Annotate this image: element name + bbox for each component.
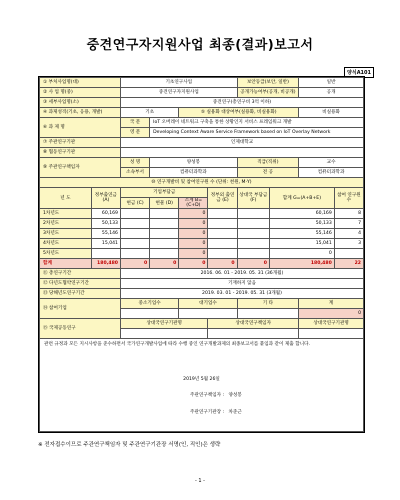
head-signature-label: 주관연구기관장 : <box>190 410 225 416</box>
label-intl: ⑮ 국제공동연구 <box>40 319 121 339</box>
value-program: 중견연구자지원사업 <box>120 88 237 98</box>
gov2-cell <box>208 249 237 259</box>
kind-cell <box>150 229 179 239</box>
label-disclosure: 공개가능여부(공개, 비공개) <box>237 88 299 98</box>
year-cell: 3차년도 <box>40 229 92 239</box>
sum-cell: 55,146 <box>270 229 335 239</box>
total-label: 합계 <box>40 259 92 269</box>
row-intl-head <box>40 319 364 329</box>
value-pi-name: 양성봉 <box>150 158 237 168</box>
label-multiyear-period: ⑫ 다년도협약연구기간 <box>40 279 121 289</box>
label-korean: 국 문 <box>120 118 149 128</box>
label-pi-name: 성 명 <box>120 158 149 168</box>
pi-signature-name: 양성봉 <box>228 393 242 399</box>
row-program <box>40 88 364 98</box>
label-total-period: ⑪ 총연구기간 <box>40 269 121 279</box>
table-row <box>40 249 364 259</box>
label-character: ④ 과제성격(기초, 응용, 개발) <box>40 108 121 118</box>
head-kind: 현물 (D) <box>150 198 179 209</box>
value-pi-rank: 교수 <box>299 158 364 168</box>
value-intl-pi <box>208 329 299 339</box>
total-cash: 0 <box>120 259 149 269</box>
cash-cell <box>120 209 149 219</box>
table-row <box>40 209 364 219</box>
value-project-name-en: Developing Context Aware Service Framework based on IoT Overlay Network <box>150 128 364 138</box>
cash-cell <box>120 229 149 239</box>
total-other: 0 <box>237 259 269 269</box>
value-host-org: 인제대학교 <box>120 138 363 148</box>
value-commercialization: 비실용화 <box>299 108 364 118</box>
total-gov: 180,480 <box>91 259 120 269</box>
other-cell <box>237 209 269 219</box>
subtotal-cell: 0 <box>179 249 208 259</box>
row-current-period <box>40 289 364 299</box>
cash-cell <box>120 239 149 249</box>
head-subtotal: 소계 B=(C+D) <box>179 198 208 209</box>
gov2-cell <box>208 209 237 219</box>
head-signature <box>190 410 242 415</box>
row-multiyear-period <box>40 279 364 289</box>
report-table <box>39 77 364 432</box>
head-private: 기업부담금 <box>120 188 207 198</box>
kind-cell <box>150 249 179 259</box>
value-pi-major: 컴퓨터과학과 <box>299 168 364 178</box>
kind-cell <box>150 209 179 219</box>
head-large: 대기업수 <box>179 299 237 309</box>
year-cell: 2차년도 <box>40 219 92 229</box>
value-security: 일반 <box>299 78 364 88</box>
head-intl-org2: 상대국연구기관명 <box>299 319 364 329</box>
total-row <box>40 259 364 269</box>
label-pi: ⑨ 주관연구책임자 <box>40 158 121 178</box>
sum-cell: 50,133 <box>270 219 335 229</box>
value-etc <box>237 309 299 319</box>
label-program: ② 사 업 명(중) <box>40 88 121 98</box>
gov-cell: 50,133 <box>91 219 120 229</box>
row-character <box>40 108 364 118</box>
row-declaration <box>40 339 364 432</box>
gov-cell: 55,146 <box>91 229 120 239</box>
row-budget-section <box>40 178 364 188</box>
row-participation-head <box>40 299 364 309</box>
value-coop-org <box>120 148 363 158</box>
other-cell <box>237 249 269 259</box>
row-project-name-ko <box>40 118 364 128</box>
value-total-period: 2016. 06. 01 - 2019. 05. 31 (36개월) <box>120 269 363 279</box>
label-project-name: ⑥ 과 제 명 <box>40 118 121 138</box>
label-host-org: ⑦ 주관연구기관 <box>40 138 121 148</box>
cash-cell <box>120 249 149 259</box>
people-cell: 7 <box>334 219 363 229</box>
gov2-cell <box>208 239 237 249</box>
sum-cell: 0 <box>270 249 335 259</box>
head-gov: 정부출연금 (A) <box>91 188 120 209</box>
value-sme <box>120 309 178 319</box>
total-people: 22 <box>334 259 363 269</box>
subtotal-cell: 0 <box>179 229 208 239</box>
year-cell: 1차년도 <box>40 209 92 219</box>
declaration-box <box>40 339 364 432</box>
row-ministry-program <box>40 78 364 88</box>
value-intl-org2 <box>299 329 364 339</box>
gov-cell: 60,169 <box>91 209 120 219</box>
value-total: 0 <box>299 309 364 319</box>
row-host-org <box>40 138 364 148</box>
label-current-period: ⑬ 당해년도연구기간 <box>40 289 121 299</box>
declaration-text: 관련 규정과 모든 지시사항을 준수하면서 국가연구개발사업에 따라 수행 중인 연구개발과제의 최종보고서를 붙임과 같이 제출 합니다. <box>44 342 310 348</box>
page-title: 중견연구자지원사업 최종(결과)보고서 <box>86 38 314 53</box>
total-kind: 0 <box>150 259 179 269</box>
label-coop-org: ⑧ 협동연구기관 <box>40 148 121 158</box>
total-subtotal: 0 <box>179 259 208 269</box>
row-subprogram <box>40 98 364 108</box>
head-total: 계 <box>299 299 364 309</box>
head-intl-pi: 상대국연구책임자 <box>208 319 299 329</box>
cash-cell <box>120 219 149 229</box>
label-security: 보안등급(보안, 일반) <box>237 78 299 88</box>
table-row <box>40 239 364 249</box>
table-row <box>40 219 364 229</box>
head-sum: 합계 G=(A+B+E) <box>270 188 335 209</box>
row-total-period <box>40 269 364 279</box>
other-cell <box>237 229 269 239</box>
declaration-date: 2019년 5월 26일 <box>183 377 220 383</box>
value-large <box>179 309 237 319</box>
head-gov2: 정부외 출연금 (E) <box>208 188 237 209</box>
pi-signature <box>190 393 242 398</box>
kind-cell <box>150 239 179 249</box>
table-row <box>40 229 364 239</box>
gov2-cell <box>208 219 237 229</box>
sum-cell: 60,169 <box>270 209 335 219</box>
row-coop-org <box>40 148 364 158</box>
label-participation: ⑭ 참여기업 <box>40 299 121 319</box>
value-multiyear-period: 기재하지 않음 <box>120 279 363 289</box>
people-cell: 8 <box>334 209 363 219</box>
label-english: 영 문 <box>120 128 149 138</box>
year-cell: 4차년도 <box>40 239 92 249</box>
subtotal-cell: 0 <box>179 209 208 219</box>
head-cash: 현금 (C) <box>120 198 149 209</box>
label-ministry-program: ① 부처사업명(대) <box>40 78 121 88</box>
head-year: 년 도 <box>40 188 92 209</box>
row-budget-head-1 <box>40 188 364 198</box>
year-cell: 5차년도 <box>40 249 92 259</box>
label-commercialization: ⑤ 실용화 대상여부(실용화, 비실용화) <box>179 108 299 118</box>
head-people: 참여 연구원수 <box>334 188 363 209</box>
pi-signature-label: 주관연구책임자 : <box>190 393 225 399</box>
footnote: ※ 전자접수이므로 주관연구책임자 및 주관연구기관장 서명(인, 직인)은 생략 <box>38 442 221 448</box>
gov-cell: 15,041 <box>91 239 120 249</box>
head-signature-name: 차준근 <box>228 410 242 416</box>
report-form <box>38 76 365 433</box>
value-intl-org <box>120 329 207 339</box>
gov-cell <box>91 249 120 259</box>
head-other: 상대국 부담금 (F) <box>237 188 269 209</box>
people-cell: 3 <box>334 239 363 249</box>
value-project-name-ko: IoT 오버레이 네트워크 구축을 통한 상황인지 서비스 프레임워크 개발 <box>150 118 364 128</box>
head-etc: 기 타 <box>237 299 299 309</box>
sum-cell: 15,041 <box>270 239 335 249</box>
people-cell <box>334 249 363 259</box>
head-sme: 중소기업수 <box>120 299 178 309</box>
subtotal-cell: 0 <box>179 219 208 229</box>
people-cell: 4 <box>334 229 363 239</box>
gov2-cell <box>208 229 237 239</box>
budget-section-label: ⑩ 연구개발비 및 참여연구원 수 (단위: 천원, M·Y) <box>40 178 364 188</box>
value-character: 기초 <box>120 108 178 118</box>
label-pi-dept: 소속부서 <box>120 168 149 178</box>
value-pi-dept: 컴퓨터과학과 <box>150 168 237 178</box>
label-pi-major: 전 공 <box>237 168 299 178</box>
value-disclosure: 공개 <box>299 88 364 98</box>
value-subprogram: 중견연구(총연구비 3억 이하) <box>120 98 363 108</box>
head-intl-org: 상대국연구기관명 <box>120 319 207 329</box>
value-ministry-program: 기초연구사업 <box>120 78 237 88</box>
label-pi-rank: 직급(직위) <box>237 158 299 168</box>
form-tag: 양식A101 <box>344 67 374 78</box>
total-sum: 180,480 <box>270 259 335 269</box>
page-number: - 1 - <box>195 478 205 484</box>
value-current-period: 2019. 03. 01 - 2019. 05. 31 (3개월) <box>120 289 363 299</box>
total-gov2: 0 <box>208 259 237 269</box>
subtotal-cell: 0 <box>179 239 208 249</box>
kind-cell <box>150 219 179 229</box>
other-cell <box>237 239 269 249</box>
row-pi-1 <box>40 158 364 168</box>
label-subprogram: ③ 세부사업명(소) <box>40 98 121 108</box>
other-cell <box>237 219 269 229</box>
